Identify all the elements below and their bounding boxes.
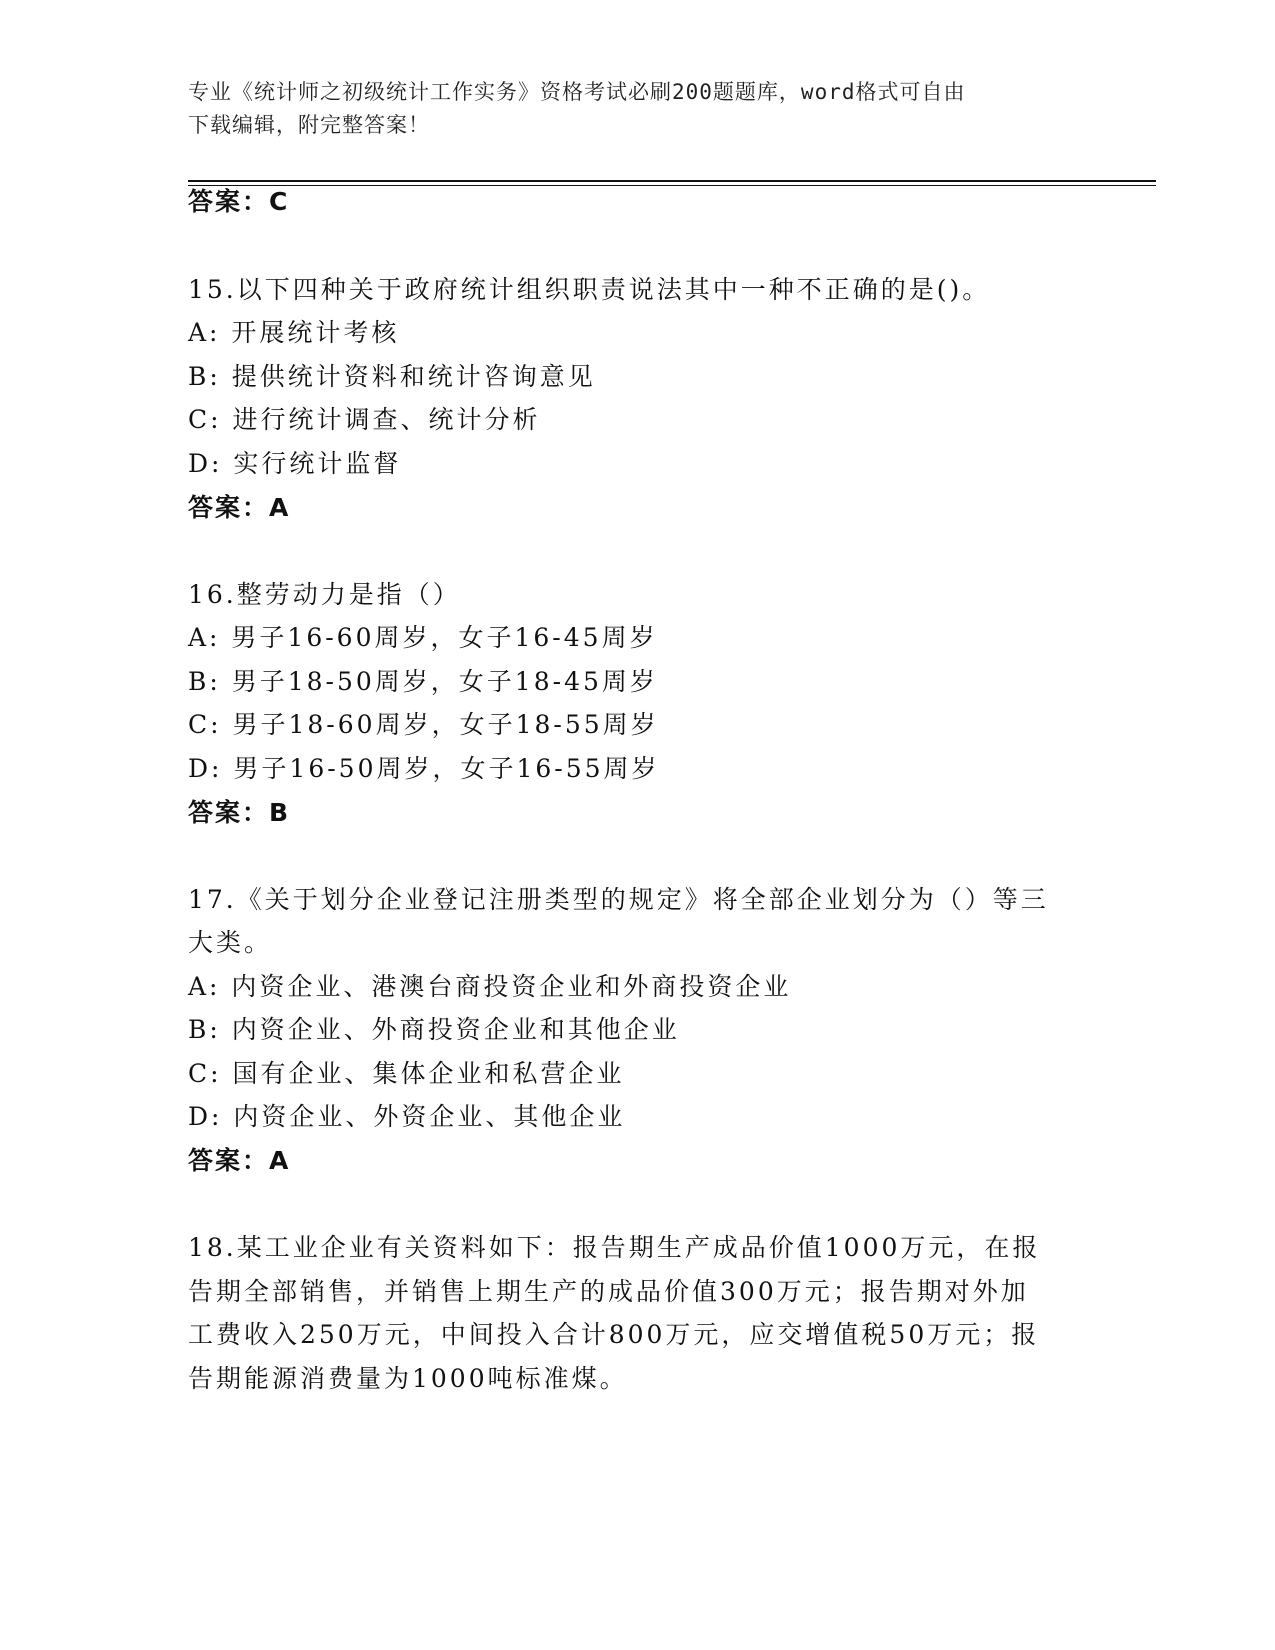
- header-line-2: 下载编辑，附完整答案！: [188, 113, 430, 137]
- option-c: C: 男子18-60周岁，女子18-55周岁: [188, 710, 659, 739]
- answer-label: 答案：A: [188, 493, 291, 522]
- option-d: D: 实行统计监督: [188, 449, 402, 478]
- question-stem-continued: 大类。: [188, 928, 273, 957]
- question-stem-continued: 工费收入250万元，中间投入合计800万元，应交增值税50万元；报: [188, 1320, 1040, 1349]
- option-c: C: 国有企业、集体企业和私营企业: [188, 1059, 625, 1088]
- question-stem: 18.某工业企业有关资料如下：报告期生产成品价值1000万元，在报: [188, 1233, 1041, 1262]
- question-stem: 17.《关于划分企业登记注册类型的规定》将全部企业划分为（）等三: [188, 885, 1049, 914]
- option-a: A: 男子16-60周岁，女子16-45周岁: [188, 623, 658, 652]
- option-b: B: 内资企业、外商投资企业和其他企业: [188, 1015, 680, 1044]
- answer-label: 答案：A: [188, 1146, 291, 1175]
- answer-label: 答案：C: [188, 187, 290, 216]
- option-b: B: 提供统计资料和统计咨询意见: [188, 362, 596, 391]
- header-divider-thin: [188, 185, 1156, 186]
- header-divider-thick: [188, 180, 1156, 182]
- option-b: B: 男子18-50周岁，女子18-45周岁: [188, 667, 658, 696]
- question-stem-continued: 告期能源消费量为1000吨标准煤。: [188, 1364, 628, 1393]
- option-a: A: 开展统计考核: [188, 318, 400, 347]
- option-d: D: 内资企业、外资企业、其他企业: [188, 1102, 626, 1131]
- question-stem: 15.以下四种关于政府统计组织职责说法其中一种不正确的是()。: [188, 275, 991, 304]
- option-d: D: 男子16-50周岁，女子16-55周岁: [188, 754, 660, 783]
- question-stem-continued: 告期全部销售，并销售上期生产的成品价值300万元；报告期对外加: [188, 1277, 1029, 1306]
- answer-label: 答案：B: [188, 798, 291, 827]
- header-line-1: 专业《统计师之初级统计工作实务》资格考试必刷200题题库，word格式可自由: [188, 80, 966, 104]
- option-a: A: 内资企业、港澳台商投资企业和外商投资企业: [188, 972, 792, 1001]
- question-stem: 16.整劳动力是指（）: [188, 580, 461, 609]
- option-c: C: 进行统计调查、统计分析: [188, 405, 541, 434]
- document-header: [188, 76, 1068, 142]
